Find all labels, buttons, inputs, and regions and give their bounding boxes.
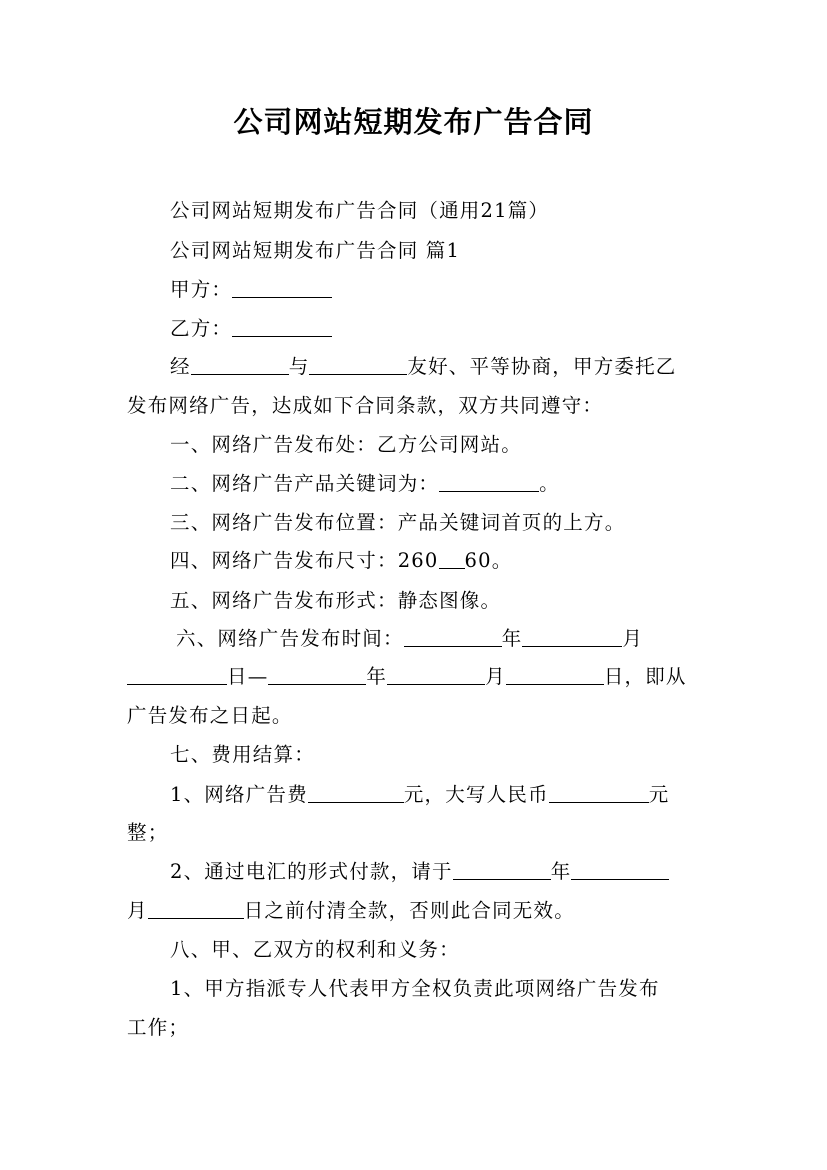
clause-1: 一、网络广告发布处：乙方公司网站。 bbox=[170, 433, 522, 456]
document-title: 公司网站短期发布广告合同 bbox=[233, 105, 594, 139]
clause-2-end: 。 bbox=[539, 472, 560, 495]
clause-4-text: 四、网络广告发布尺寸：260 bbox=[170, 549, 439, 572]
duty-1-line-2: 工作； bbox=[127, 1016, 190, 1039]
clause-4 bbox=[170, 546, 512, 576]
fee-capital-text: 元，大写人民币 bbox=[403, 783, 549, 806]
year-label: 年 bbox=[501, 627, 523, 650]
intro-line-2: 发布网络广告，达成如下合同条款，双方共同遵守： bbox=[127, 394, 604, 417]
end-year-blank bbox=[268, 664, 366, 685]
size-blank bbox=[439, 548, 465, 569]
intro-blank-1 bbox=[191, 354, 289, 375]
clause-3: 三、网络广告发布位置：产品关键词首页的上方。 bbox=[170, 511, 626, 534]
keyword-blank bbox=[439, 471, 539, 492]
party-a-line bbox=[170, 275, 332, 305]
clause-6-line-3: 广告发布之日起。 bbox=[127, 704, 293, 727]
duty-1-line-1: 1、甲方指派专人代表甲方全权负责此项网络广告发布 bbox=[170, 977, 660, 1000]
intro-blank-2 bbox=[309, 354, 407, 375]
year-label-2: 年 bbox=[366, 665, 388, 688]
fee-unit: 元 bbox=[648, 783, 670, 806]
fee-amount-blank bbox=[308, 782, 404, 803]
fee-line-2: 整； bbox=[127, 821, 169, 844]
party-a-label: 甲方： bbox=[170, 278, 233, 301]
payment-line-1 bbox=[170, 857, 669, 887]
clause-8-heading: 八、甲、乙双方的权利和义务： bbox=[170, 938, 460, 961]
intro-text-3: 友好、平等协商，甲方委托乙 bbox=[407, 355, 677, 378]
payment-text: 2、通过电汇的形式付款，请于 bbox=[170, 860, 453, 883]
intro-text-1: 经 bbox=[170, 355, 191, 378]
day-then-label: 日，即从 bbox=[603, 665, 687, 688]
clause-6-text: 六、网络广告发布时间： bbox=[176, 627, 404, 650]
clause-2-text: 二、网络广告产品关键词为： bbox=[170, 472, 440, 495]
payment-year-label: 年 bbox=[550, 860, 572, 883]
day-dash-label: 日— bbox=[227, 665, 269, 688]
clause-5: 五、网络广告发布形式：静态图像。 bbox=[170, 589, 502, 612]
fee-line-1 bbox=[170, 780, 669, 810]
payment-month-label: 月 bbox=[127, 899, 148, 922]
intro-text-2: 与 bbox=[288, 355, 310, 378]
month-label-2: 月 bbox=[485, 665, 506, 688]
payment-end-text: 日之前付清全款，否则此合同无效。 bbox=[243, 899, 575, 922]
start-day-blank bbox=[127, 664, 227, 685]
party-a-blank bbox=[232, 277, 332, 298]
clause-6-line-1 bbox=[176, 624, 643, 654]
end-day-blank bbox=[506, 664, 604, 685]
payment-day-blank bbox=[148, 898, 244, 919]
clause-4-end: 60。 bbox=[464, 549, 513, 572]
month-label: 月 bbox=[622, 627, 644, 650]
clause-6-line-2 bbox=[127, 662, 687, 692]
clause-2 bbox=[170, 469, 560, 499]
party-b-blank bbox=[232, 316, 332, 337]
payment-year-blank bbox=[453, 859, 551, 880]
intro-line-1 bbox=[170, 352, 677, 382]
start-month-blank bbox=[522, 626, 622, 647]
payment-month-blank bbox=[571, 859, 669, 880]
payment-line-2 bbox=[127, 896, 575, 926]
end-month-blank bbox=[387, 664, 485, 685]
section-heading: 公司网站短期发布广告合同 篇1 bbox=[170, 239, 461, 262]
fee-capital-blank bbox=[549, 782, 649, 803]
start-year-blank bbox=[404, 626, 502, 647]
party-b-line bbox=[170, 314, 332, 344]
fee-text: 1、网络广告费 bbox=[170, 783, 308, 806]
document-subtitle: 公司网站短期发布广告合同（通用21篇） bbox=[170, 199, 550, 222]
party-b-label: 乙方： bbox=[170, 317, 233, 340]
clause-7-heading: 七、费用结算： bbox=[170, 743, 315, 766]
